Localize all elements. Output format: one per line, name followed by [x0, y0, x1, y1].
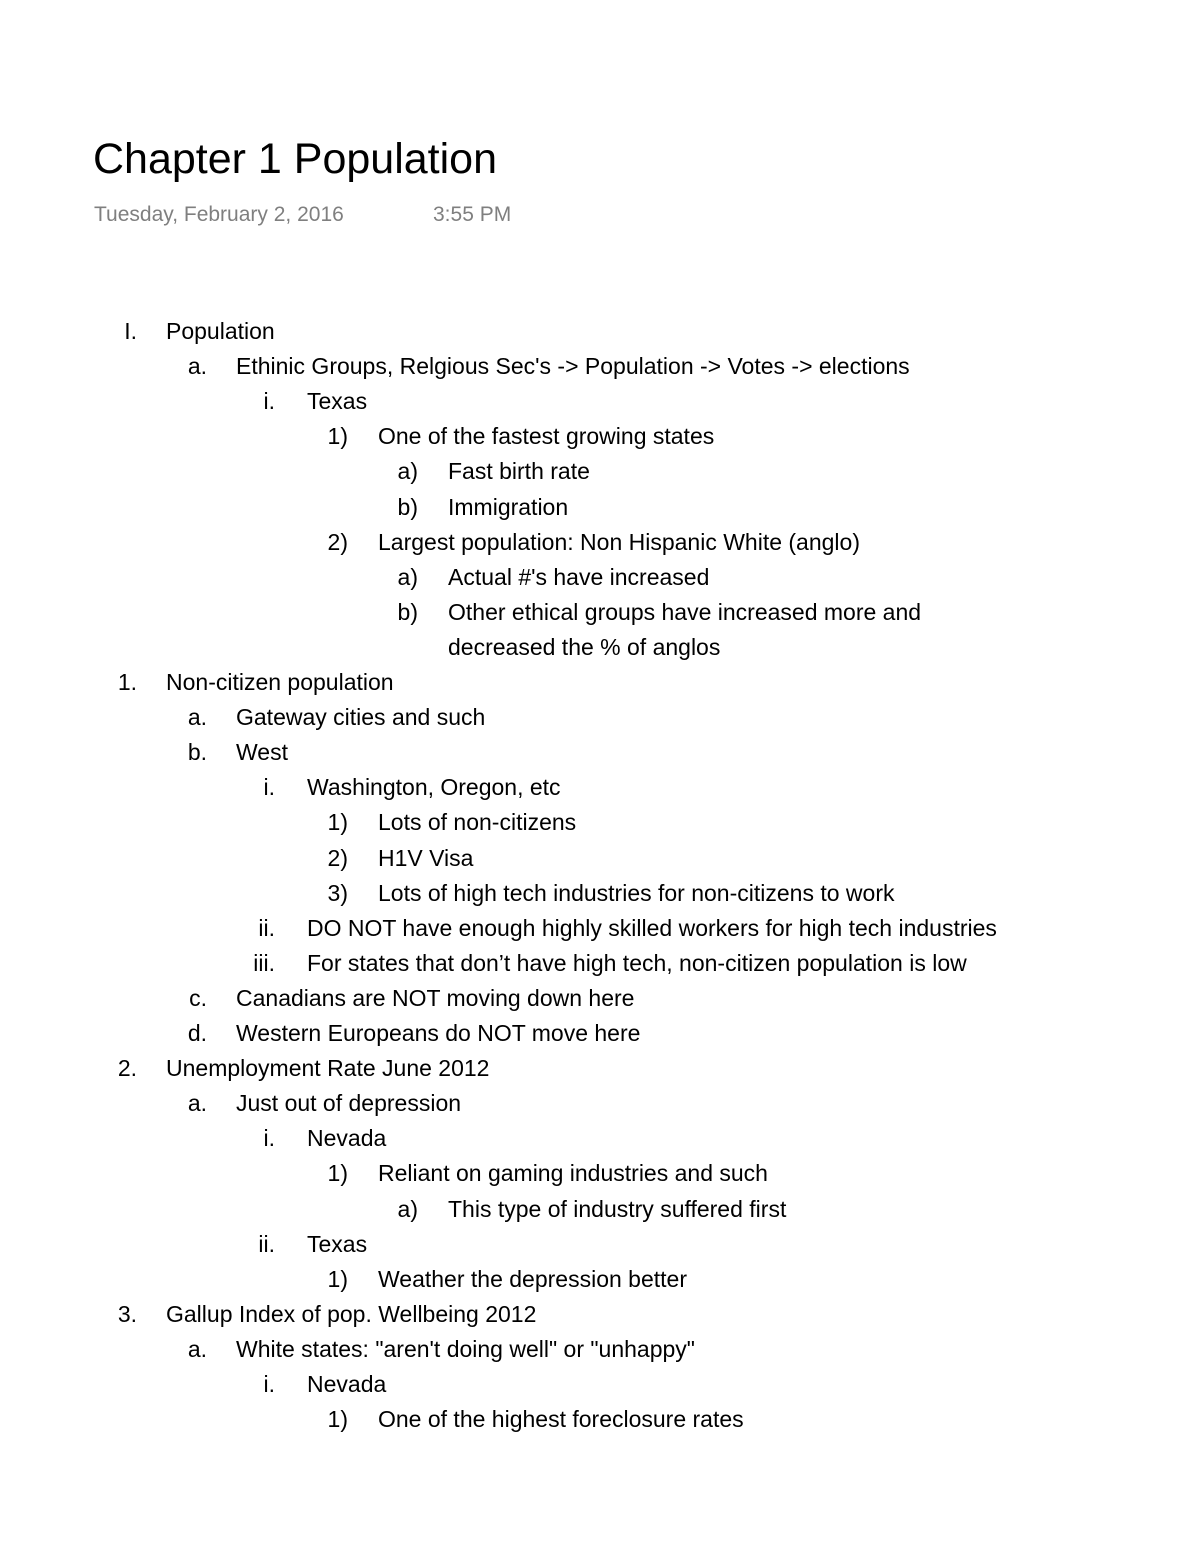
- page-date: Tuesday, February 2, 2016: [94, 203, 344, 226]
- outline-text: Gateway cities and such: [236, 704, 486, 731]
- outline-item: [0, 701, 1200, 733]
- outline-marker: b.: [187, 739, 207, 766]
- outline-item: [0, 1193, 1200, 1225]
- outline-marker: i.: [263, 774, 275, 801]
- outline-item: [0, 947, 1200, 979]
- outline-item: [0, 1263, 1200, 1295]
- outline-text: For states that don’t have high tech, non-citizen population is low: [307, 949, 967, 976]
- outline-item: [0, 1157, 1200, 1189]
- outline-item: [0, 631, 1200, 663]
- outline-marker: 1): [327, 1406, 348, 1433]
- outline-marker: I.: [124, 318, 137, 344]
- outline-text: Western Europeans do NOT move here: [236, 1020, 641, 1046]
- outline-text: Texas: [307, 1230, 368, 1257]
- outline-text: West: [236, 739, 288, 766]
- outline-marker: 2.: [117, 1055, 137, 1082]
- outline-text: Lots of high tech industries for non-citizens to work: [378, 879, 895, 906]
- outline-item: [0, 666, 1200, 698]
- outline-text: Just out of depression: [236, 1090, 462, 1117]
- outline-marker: 3): [327, 879, 348, 906]
- outline-marker: a.: [187, 353, 207, 380]
- outline-item: [0, 982, 1200, 1014]
- outline-item: [0, 350, 1200, 382]
- outline-item: [0, 596, 1200, 628]
- outline-item: [0, 1122, 1200, 1154]
- outline-item: [0, 1052, 1200, 1084]
- page-time: 3:55 PM: [433, 203, 512, 226]
- outline-item: [0, 912, 1200, 944]
- outline-item: [0, 1017, 1200, 1049]
- outline-marker: 1): [327, 1160, 348, 1187]
- outline-item: [0, 1333, 1200, 1365]
- outline-text: DO NOT have enough highly skilled workers for high tech industries: [307, 914, 997, 941]
- page-title: Chapter 1 Population: [93, 135, 498, 183]
- outline-item: [0, 420, 1200, 452]
- outline-text: Other ethical groups have increased more and: [448, 598, 922, 625]
- outline-text: Population: [166, 318, 275, 344]
- outline-item: [0, 1368, 1200, 1400]
- outline-marker: b): [397, 493, 418, 520]
- outline-item: [0, 1087, 1200, 1119]
- outline-text: Ethinic Groups, Relgious Sec's -> Population -> Votes -> elections: [236, 353, 910, 380]
- outline-marker: a): [397, 458, 418, 485]
- outline-text: Lots of non-citizens: [378, 809, 577, 836]
- outline-text: Nevada: [307, 1125, 387, 1152]
- outline-text: Reliant on gaming industries and such: [378, 1160, 768, 1187]
- outline-marker: a.: [187, 1335, 207, 1362]
- outline-marker: 2): [327, 844, 348, 871]
- outline-marker: i.: [263, 1125, 275, 1152]
- outline-marker: iii.: [253, 949, 275, 976]
- outline-marker: i.: [263, 1371, 275, 1397]
- outline-item: [0, 491, 1200, 523]
- outline-marker: 1): [327, 1265, 348, 1292]
- outline-marker: a.: [187, 1090, 207, 1117]
- outline-item: [0, 561, 1200, 593]
- outline-marker: ii.: [258, 914, 275, 941]
- outline-marker: c.: [189, 984, 207, 1011]
- outline-item: [0, 877, 1200, 909]
- outline-item: [0, 1403, 1200, 1435]
- outline-text: Fast birth rate: [448, 458, 590, 485]
- outline-marker: 2): [327, 528, 348, 555]
- outline-marker: a): [397, 1195, 418, 1222]
- outline-item: [0, 1298, 1200, 1330]
- outline-marker: ii.: [258, 1230, 275, 1257]
- outline-item: [0, 842, 1200, 874]
- outline-text: Texas: [307, 388, 368, 415]
- outline-text: One of the highest foreclosure rates: [378, 1406, 744, 1433]
- outline-item: [0, 771, 1200, 803]
- outline-text: Nevada: [307, 1371, 387, 1397]
- outline-text: One of the fastest growing states: [378, 423, 715, 450]
- outline-text: Gallup Index of pop. Wellbeing 2012: [166, 1300, 537, 1327]
- outline-text: H1V Visa: [378, 844, 474, 871]
- outline-text: Unemployment Rate June 2012: [166, 1055, 490, 1082]
- outline-text: Canadians are NOT moving down here: [236, 984, 635, 1011]
- outline-text: Largest population: Non Hispanic White (anglo): [378, 528, 860, 555]
- outline-item: [0, 1228, 1200, 1260]
- outline-marker: 1.: [117, 669, 137, 695]
- outline-item: [0, 736, 1200, 768]
- outline-marker: d.: [187, 1020, 207, 1046]
- outline-text: Actual #'s have increased: [448, 563, 710, 590]
- outline-text: Immigration: [448, 493, 569, 520]
- outline-item: [0, 315, 1200, 347]
- outline-marker: 1): [327, 809, 348, 836]
- outline-text: decreased the % of anglos: [448, 633, 721, 660]
- outline-text: Non-citizen population: [166, 669, 394, 695]
- outline-marker: a.: [187, 704, 207, 731]
- outline-marker: i.: [263, 388, 275, 415]
- outline-item: [0, 526, 1200, 558]
- outline-text: White states: "aren't doing well" or "unhappy": [236, 1335, 695, 1362]
- outline-marker: 3.: [117, 1300, 137, 1327]
- outline-marker: a): [397, 563, 418, 590]
- outline-text: Washington, Oregon, etc: [307, 774, 561, 801]
- outline-text: Weather the depression better: [378, 1265, 687, 1292]
- outline-item: [0, 806, 1200, 838]
- outline-item: [0, 455, 1200, 487]
- outline-marker: 1): [327, 423, 348, 450]
- outline-item: [0, 385, 1200, 417]
- outline-marker: b): [397, 598, 418, 625]
- outline-text: This type of industry suffered first: [448, 1195, 787, 1222]
